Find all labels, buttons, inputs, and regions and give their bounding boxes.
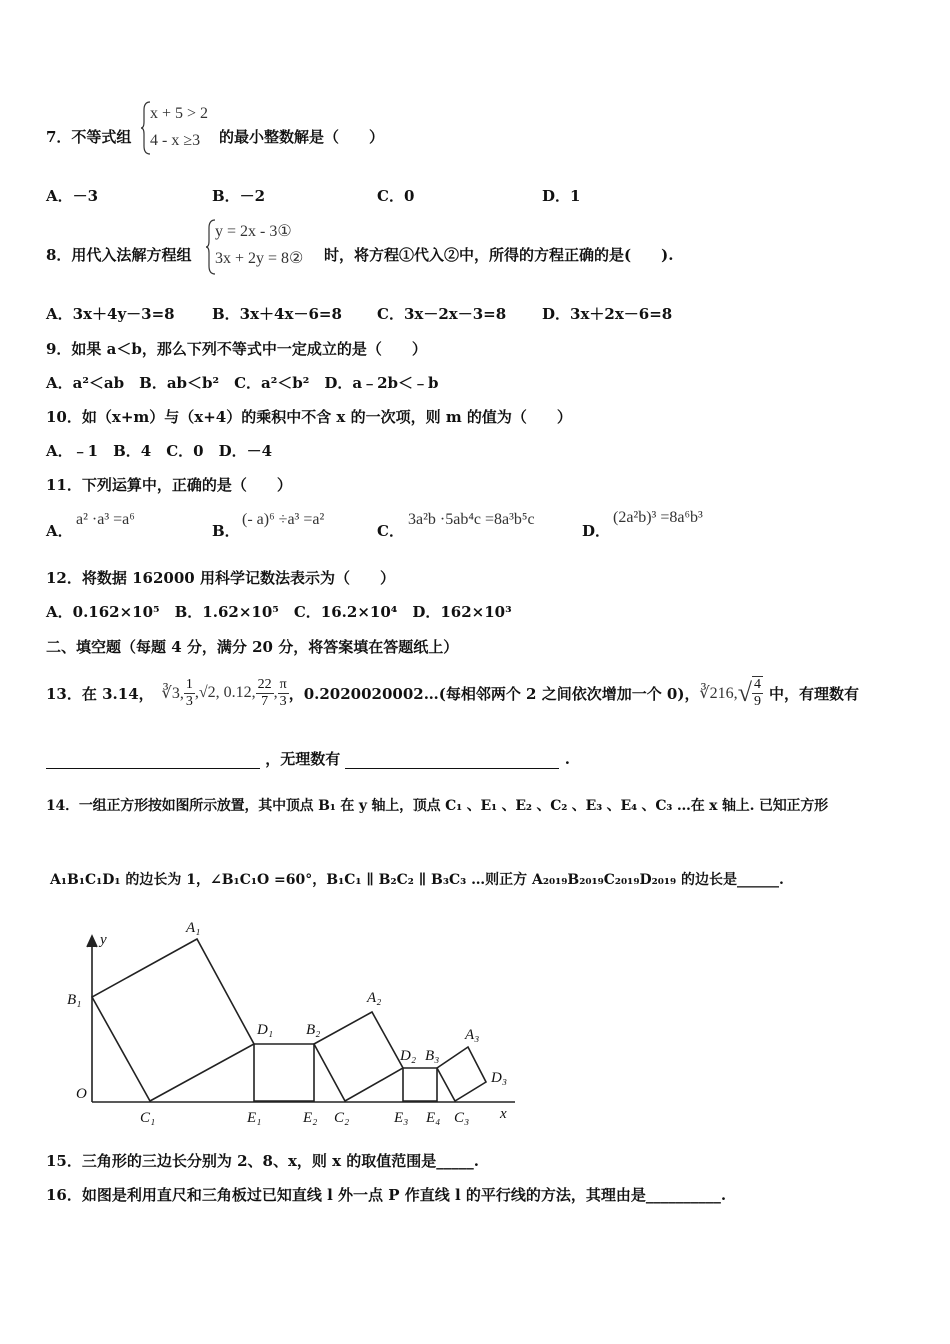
- q9-question: 9．如果 a＜b，那么下列不等式中一定成立的是（ ）: [46, 340, 427, 358]
- q13-sqrt-frac: [752, 676, 763, 710]
- q9-options: A．a²＜ab B．ab＜b² C．a²＜b² D．a﹣2b＜﹣b: [46, 374, 439, 392]
- q11-option-c-expr: 3a²b ·5ab⁴c =8a³b⁵c: [408, 511, 535, 528]
- figure-label-e1: E₁: [247, 1110, 262, 1126]
- q8-option-a: A．3x＋4y－3=8: [46, 305, 175, 323]
- q13-frac-pi-3: [278, 677, 289, 710]
- q11-option-d-expr: (2a²b)³ =8a⁶b³: [613, 509, 703, 526]
- figure-label-c2: C₂: [334, 1110, 350, 1126]
- q8-suffix-line: [324, 244, 673, 265]
- q13-frac3-den: 3: [279, 693, 287, 709]
- q13-frac2-den: 7: [261, 693, 269, 709]
- q11-question: 11．下列运算中，正确的是（ ）: [46, 476, 292, 494]
- figure-label-e4: E₄: [426, 1110, 441, 1126]
- q7-line: [46, 126, 131, 147]
- figure-label-a3: A₃: [465, 1027, 480, 1043]
- q13-frac1-num: 1: [185, 676, 193, 692]
- q7-option-d: D．1: [542, 187, 581, 205]
- squares-figure: [60, 915, 530, 1130]
- figure-label-c1: C₁: [140, 1110, 156, 1126]
- q11-option-b-expr: (- a)⁶ ÷a³ =a²: [242, 511, 325, 528]
- q8-suffix: 时，将方程①代入②中，所得的方程正确的是( ).: [324, 246, 674, 264]
- q15-question: 15．三角形的三边长分别为 2、8、x，则 x 的取值范围是_____.: [46, 1152, 480, 1170]
- q12-options: A．0.162×10⁵ B．1.62×10⁵ C．16.2×10⁴ D．162×10³: [46, 603, 512, 621]
- figure-label-e3: E₃: [394, 1110, 409, 1126]
- q13-frac-22-7: [256, 677, 274, 710]
- q13-frac3-num: π: [279, 676, 287, 692]
- q13-blank-irrational[interactable]: [345, 750, 559, 769]
- q8-option-b: B．3x＋4x－6=8: [212, 305, 342, 323]
- q7-row2: 4 - x ≥3: [150, 132, 201, 149]
- figure-label-b2: B₂: [306, 1022, 321, 1038]
- figure-label-b3: B₃: [425, 1048, 440, 1064]
- q7-option-c: C．0: [377, 187, 415, 205]
- q11-option-c-label: C．: [377, 522, 404, 540]
- q13-sqrt-frac-num: 4: [753, 677, 761, 692]
- q13-blank-rational[interactable]: [46, 750, 260, 769]
- q8-row2: 3x + 2y = 8②: [215, 250, 304, 267]
- q8-system: [205, 218, 325, 276]
- q14-line1: 14．一组正方形按如图所示放置，其中顶点 B₁ 在 y 轴上，顶点 C₁ 、E₁ 、E₂ 、C₂ 、E₃ 、E₄ 、C₃ …在 x 轴上. 已知正方形: [46, 798, 828, 814]
- figure-label-d2: D₂: [400, 1048, 417, 1064]
- q13-cbrt216: ∛216,: [699, 685, 738, 702]
- q13-line1: 13．在 3.14， ∛3, $\frac{1}{3}$ ,√2, 0.12, $\frac{22}{7}$ , $\frac{\pi}{3}$ ，0.2020020002…(每相邻两个 2 之间依次增加一个 0)， ∛216, √ $\frac{4}{9}$ 中，有理数有: [46, 676, 859, 709]
- q13-prefix: 13．在 3.14，: [46, 684, 154, 703]
- q8-option-d: D．3x＋2x－6=8: [542, 305, 673, 323]
- figure-label-y: y: [100, 932, 107, 948]
- q10-options: A．﹣1 B．4 C．0 D．－4: [46, 442, 273, 460]
- q13-suffix: 中，有理数有: [768, 684, 859, 703]
- figure-label-b1: B₁: [67, 992, 82, 1008]
- figure-label-a2: A₂: [367, 990, 382, 1006]
- q7-suffix: 的最小整数解是（ ）: [219, 128, 385, 146]
- section2-title: 二、填空题（每题 4 分，满分 20 分，将答案填在答题纸上）: [46, 638, 459, 656]
- q13-line2-end: .: [564, 750, 570, 768]
- figure-label-x: x: [500, 1106, 507, 1122]
- q11-option-b-label: B．: [212, 522, 240, 540]
- q11-option-d-label: D．: [582, 522, 611, 540]
- q13-sqrt2: ,√2, 0.12,: [194, 684, 256, 701]
- q13-frac-one-third: [184, 677, 195, 710]
- q7-row1: x + 5 > 2: [150, 105, 209, 122]
- q13-frac2-num: 22: [257, 676, 272, 692]
- figure-label-d1: D₁: [257, 1022, 274, 1038]
- figure-label-e2: E₂: [303, 1110, 318, 1126]
- figure-label-d3: D₃: [491, 1070, 508, 1086]
- q12-question: 12．将数据 162000 用科学记数法表示为（ ）: [46, 569, 395, 587]
- q13-sqrt-sign: √: [737, 678, 752, 707]
- q13-line2-mid: ，无理数有: [265, 750, 341, 768]
- q13-line2: [46, 748, 570, 769]
- q7-option-a: A．－3: [46, 187, 99, 205]
- figure-label-a1: A₁: [186, 920, 201, 936]
- q13-middle: ，0.2020020002…(每相邻两个 2 之间依次增加一个 0)，: [288, 684, 700, 703]
- q14-line2: A₁B₁C₁D₁ 的边长为 1，∠B₁C₁O =60°，B₁C₁ ∥ B₂C₂ ∥ B₃C₃ …则正方 A₂₀₁₉B₂₀₁₉C₂₀₁₉D₂₀₁₉ 的边长是______.: [50, 872, 784, 888]
- figure-label-o: O: [76, 1086, 87, 1102]
- q16-question: 16．如图是利用直尺和三角板过已知直线 l 外一点 P 作直线 l 的平行线的方法，其理由是__________.: [46, 1186, 727, 1204]
- q8-line: [46, 244, 191, 265]
- q13-cbrt3: ∛3,: [161, 685, 184, 702]
- q13-frac1-den: 3: [185, 693, 193, 709]
- q8-option-c: C．3x－2x－3=8: [377, 305, 507, 323]
- q10-question: 10．如（x+m）与（x+4）的乘积中不含 x 的一次项，则 m 的值为（ ）: [46, 408, 572, 426]
- q7-suffix-line: [219, 126, 384, 147]
- q7-option-b: B．－2: [212, 187, 266, 205]
- q7-system: [140, 100, 220, 156]
- q8-row1: y = 2x - 3①: [215, 223, 292, 240]
- figure-label-c3: C₃: [454, 1110, 470, 1126]
- q11-option-a-expr: a² ·a³ =a⁶: [76, 511, 135, 528]
- q11-option-a-label: A．: [46, 522, 73, 540]
- q8-prefix: 8．用代入法解方程组: [46, 246, 192, 264]
- q7-prefix: 7．不等式组: [46, 128, 132, 146]
- q13-sqrt-frac-den: 9: [753, 694, 761, 709]
